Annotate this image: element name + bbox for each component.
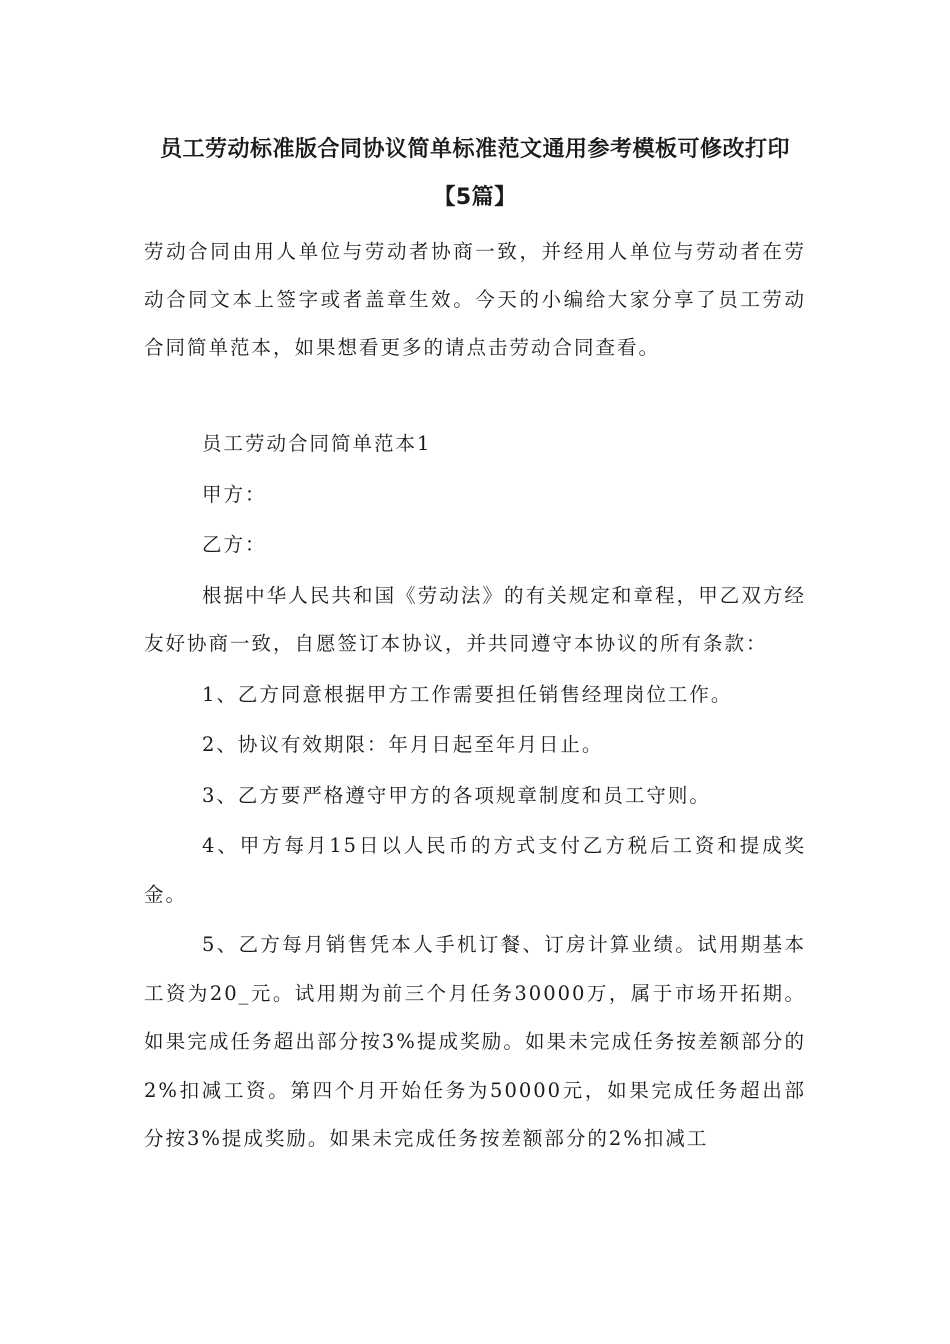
document-page: [144, 126, 806, 1166]
party-a-label: 甲方：: [202, 482, 267, 506]
clause-2: 2、协议有效期限：年月日起至年月日止。: [202, 733, 604, 756]
intro-paragraph: 劳动合同由用人单位与劳动者协商一致，并经用人单位与劳动者在劳动合同文本上签字或者盖章生效。今天的小编给大家分享了员工劳动合同简单范本，如果想看更多的请点击劳动合同查看。: [144, 240, 806, 359]
section-heading: 员工劳动合同简单范本1: [202, 432, 432, 455]
clause-3: 3、乙方要严格遵守甲方的各项规章制度和员工守则。: [202, 783, 711, 807]
clause-1: 1、乙方同意根据甲方工作需要担任销售经理岗位工作。: [202, 682, 733, 706]
party-b-label: 乙方：: [202, 533, 267, 556]
preamble-paragraph: 根据中华人民共和国《劳动法》的有关规定和章程，甲乙双方经友好协商一致，自愿签订本协议，并共同遵守本协议的所有条款：: [144, 583, 806, 655]
clause-5: 5、乙方每月销售凭本人手机订餐、订房计算业绩。试用期基本工资为20_元。试用期为前三个月任务30000万，属于市场开拓期。如果完成任务超出部分按3%提成奖励。如果未完成任务按差额部分的2%扣减工资。第四个月开始任务为50000元，如果完成任务超出部分按3%提成奖励。如果未完成任务按差额部分的2%扣减工: [144, 933, 806, 1150]
document-title: 员工劳动标准版合同协议简单标准范文通用参考模板可修改打印【5篇】: [159, 137, 790, 210]
clause-4: 4、甲方每月15日以人民币的方式支付乙方税后工资和提成奖金。: [144, 834, 806, 906]
